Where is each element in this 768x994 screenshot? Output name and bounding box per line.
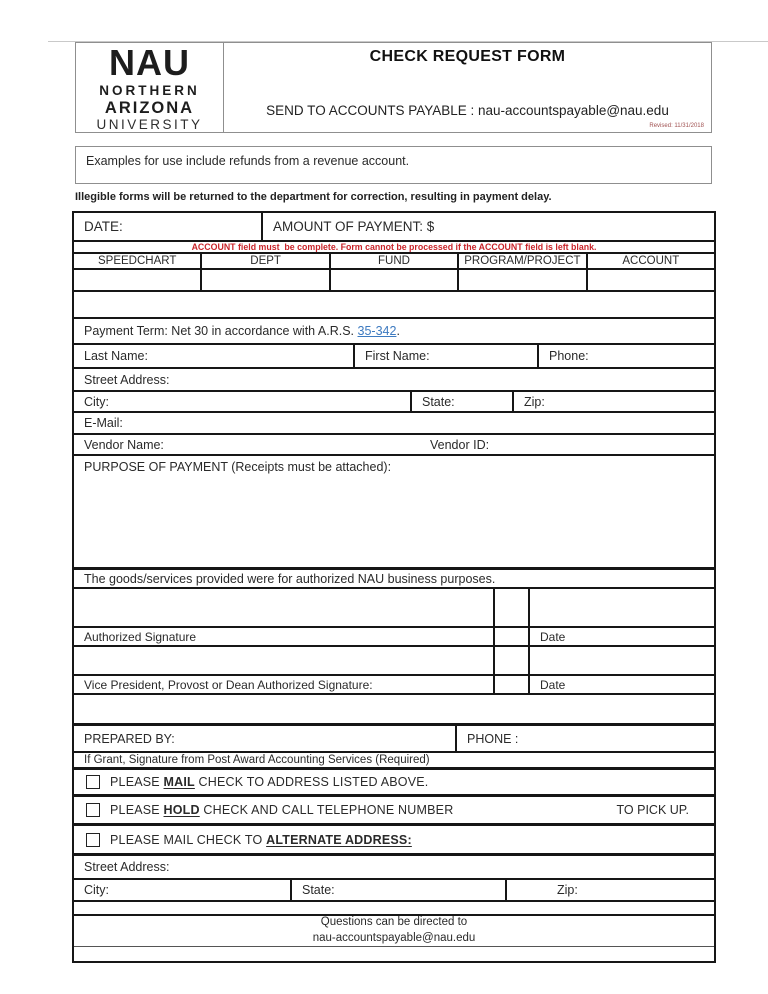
blank-row: [74, 900, 714, 914]
examples-text: Examples for use include refunds from a revenue account.: [86, 154, 410, 168]
send-to-accounts-payable: SEND TO ACCOUNTS PAYABLE : nau-accountspayable@nau.edu: [266, 103, 669, 118]
alt-zip-label: Zip:: [557, 883, 578, 897]
prepared-by-row: [74, 723, 714, 751]
state-label: State:: [422, 394, 455, 409]
mail-check-option-row: [74, 767, 714, 794]
first-name-label: First Name:: [365, 349, 430, 363]
last-name-field[interactable]: [74, 345, 353, 367]
email-field[interactable]: [74, 413, 714, 433]
form-title: CHECK REQUEST FORM: [369, 48, 566, 65]
phone-field[interactable]: [537, 345, 714, 367]
authorized-date-field[interactable]: [528, 589, 714, 626]
alt-city-state-zip-row: [74, 878, 714, 900]
mail-checkbox[interactable]: [86, 775, 100, 789]
zip-field[interactable]: [512, 392, 714, 411]
alternate-address-checkbox[interactable]: [86, 833, 100, 847]
alt-state-field[interactable]: [290, 880, 505, 900]
account-notice-row: [74, 240, 714, 252]
grant-note: If Grant, Signature from Post Award Accounting Services (Required): [84, 754, 430, 766]
blank-row[interactable]: [74, 290, 714, 317]
authorized-signature-blank-row: [74, 587, 714, 626]
vp-signature-blank-row: [74, 645, 714, 674]
amount-of-payment-field[interactable]: [261, 213, 714, 240]
vp-signature-label: Vice President, Provost or Dean Authorized Signature:: [84, 677, 373, 692]
revision-note: Revised: 11/31/2018: [649, 123, 704, 129]
alt-street-address-label: Street Address:: [84, 860, 170, 874]
authorized-date-label-cell: [528, 628, 714, 645]
account-notice-text: ACCOUNT field must be complete. Form cannot be processed if the ACCOUNT field is left blank.: [191, 242, 597, 252]
last-name-label: Last Name:: [84, 349, 148, 363]
nau-logo-arizona: ARIZONA: [104, 98, 195, 117]
city-state-zip-row: [74, 390, 714, 411]
column-header-account: ACCOUNT: [586, 254, 714, 268]
speedchart-field[interactable]: [74, 270, 200, 290]
prepared-phone-field[interactable]: [455, 726, 714, 751]
date-label: DATE:: [84, 219, 123, 234]
street-address-row: [74, 367, 714, 390]
account-entry-row: [74, 268, 714, 290]
street-address-field[interactable]: [74, 369, 714, 390]
vp-signature-label-cell: [74, 676, 493, 693]
authorized-signature-label-row: [74, 626, 714, 645]
dept-field[interactable]: [200, 270, 328, 290]
goods-services-row: [74, 567, 714, 587]
alternate-address-option-row: [74, 823, 714, 853]
column-header-speedchart: SPEEDCHART: [98, 255, 177, 267]
authorized-signature-field[interactable]: [74, 589, 493, 626]
signature-spacer-cell: [493, 676, 528, 693]
alternate-option-text: PLEASE MAIL CHECK TO ALTERNATE ADDRESS:: [110, 832, 412, 847]
nau-logo-acronym: NAU: [109, 42, 190, 84]
questions-footer-row: [74, 914, 714, 946]
grant-signature-row: [74, 751, 714, 767]
vp-signature-field[interactable]: [74, 647, 493, 674]
examples-box: [75, 146, 712, 184]
purpose-label: PURPOSE OF PAYMENT (Receipts must be attached):: [84, 460, 392, 474]
questions-email: nau-accountspayable@nau.edu: [312, 932, 476, 944]
alt-city-field[interactable]: [74, 880, 290, 900]
email-label: E-Mail:: [84, 416, 123, 430]
signature-spacer-cell: [493, 647, 528, 674]
city-field[interactable]: [74, 392, 410, 411]
authorized-signature-label: Authorized Signature: [84, 629, 197, 644]
goods-services-statement: The goods/services provided were for authorized NAU business purposes.: [84, 571, 496, 586]
authorized-signature-label-cell: [74, 628, 493, 645]
purpose-of-payment-row: [74, 454, 714, 567]
prepared-phone-label: PHONE :: [467, 731, 519, 746]
program-project-field[interactable]: [457, 270, 585, 290]
questions-line-1: Questions can be directed to: [320, 916, 468, 929]
vendor-name-field[interactable]: [74, 435, 714, 454]
city-label: City:: [84, 394, 109, 409]
mail-option-text: PLEASE MAIL CHECK TO ADDRESS LISTED ABOVE.: [110, 775, 429, 789]
hold-checkbox[interactable]: [86, 803, 100, 817]
vp-date-label-cell: [528, 676, 714, 693]
ars-35-342-link[interactable]: 35-342: [357, 324, 397, 338]
column-header-program-project: PROGRAM/PROJECT: [457, 254, 585, 268]
payment-terms-row: [74, 317, 714, 343]
alt-zip-field[interactable]: [505, 880, 714, 900]
hold-option-text: PLEASE HOLD CHECK AND CALL TELEPHONE NUMBER: [110, 803, 454, 817]
alt-street-address-row: [74, 853, 714, 878]
zip-label: Zip:: [524, 394, 545, 409]
account-field[interactable]: [586, 270, 714, 290]
nau-logo: [76, 43, 224, 132]
blank-row[interactable]: [74, 693, 714, 723]
date-field[interactable]: [74, 213, 261, 240]
account-columns-header-row: [74, 252, 714, 268]
first-name-field[interactable]: [353, 345, 537, 367]
vendor-row: [74, 433, 714, 454]
header-right: [224, 43, 711, 132]
to-pick-up-text: TO PICK UP.: [616, 803, 689, 817]
column-header-dept: DEPT: [200, 254, 328, 268]
amount-label: AMOUNT OF PAYMENT: $: [273, 219, 435, 234]
payment-terms-text: Payment Term: Net 30 in accordance with A.R.S. 35-342.: [84, 324, 400, 338]
date-amount-row: [74, 213, 714, 240]
signature-spacer-cell: [493, 589, 528, 626]
prepared-by-field[interactable]: [74, 726, 455, 751]
nau-logo-northern: NORTHERN: [99, 83, 200, 99]
fund-field[interactable]: [329, 270, 457, 290]
alt-city-label: City:: [84, 883, 109, 897]
form-table: [72, 211, 716, 963]
state-field[interactable]: [410, 392, 512, 411]
blank-row: [74, 946, 714, 961]
form-header: [75, 42, 712, 133]
street-address-label: Street Address:: [84, 372, 170, 387]
prepared-by-label: PREPARED BY:: [84, 731, 175, 746]
name-phone-row: [74, 343, 714, 367]
vendor-id-label: Vendor ID:: [430, 437, 490, 452]
purpose-of-payment-field[interactable]: [74, 456, 714, 567]
alt-state-label: State:: [302, 883, 335, 897]
vp-date-field[interactable]: [528, 647, 714, 674]
illegible-warning: Illegible forms will be returned to the department for correction, resulting in payment delay.: [75, 191, 552, 203]
alt-street-address-field[interactable]: [74, 856, 714, 878]
hold-check-option-row: [74, 794, 714, 823]
vp-signature-label-row: [74, 674, 714, 693]
vendor-name-label: Vendor Name:: [84, 437, 164, 452]
column-header-fund: FUND: [329, 254, 457, 268]
email-row: [74, 411, 714, 433]
date-label: Date: [540, 677, 566, 692]
signature-spacer-cell: [493, 628, 528, 645]
nau-logo-university: UNIVERSITY: [96, 117, 203, 133]
date-label: Date: [540, 629, 566, 644]
phone-label: Phone:: [549, 349, 589, 363]
